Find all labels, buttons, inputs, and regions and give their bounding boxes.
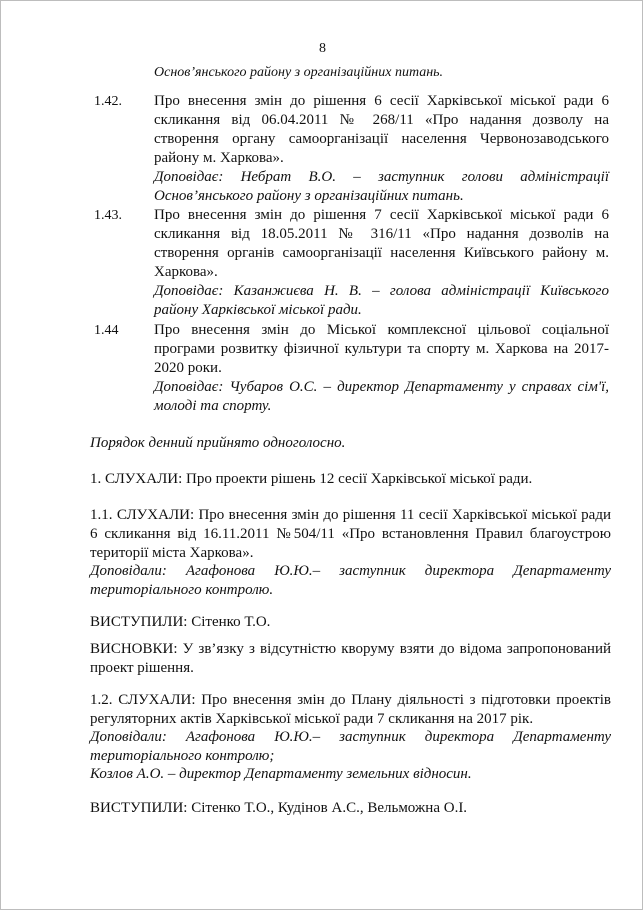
section-1-heard: 1. СЛУХАЛИ: Про проекти рішень 12 сесії Харківської міської ради. — [90, 471, 533, 487]
agenda-adopted-note: Порядок денний прийнято одноголосно. — [90, 435, 346, 451]
agenda-item-number: 1.42. — [94, 94, 122, 109]
agenda-item-reporter — [154, 378, 609, 416]
section-1-1-conclusions: ВИСНОВКИ: У зв’язку з відсутністю кворуму взяти до відома запропонований проект рішення. — [90, 641, 611, 676]
section-1-2-reporters: Доповідали: Агафонова Ю.Ю.– заступник директора Департаменту територіального контролю; — [90, 729, 611, 764]
section-1-1-speakers: ВИСТУПИЛИ: Сітенко Т.О. — [90, 614, 271, 630]
agenda-item-body — [154, 321, 609, 416]
section-1-2-heard: 1.2. СЛУХАЛИ: Про внесення змін до Плану діяльності з підготовки проектів регуляторних актів Харківської міської ради 7 скликання на 2017 рік. — [90, 692, 611, 727]
reporter-text: Казанжиєва Н. В. – голова адміністрації Київського району Харківської міської ради. — [154, 283, 610, 318]
reporter-label: Доповідає: — [154, 379, 224, 395]
reporter-text: Небрат В.О. – заступник голови адміністрації Основ’янського району з організаційних питань. — [154, 169, 609, 204]
page-number: 8 — [319, 41, 326, 56]
agenda-item-title: Про внесення змін до рішення 6 сесії Харківської міської ради 6 скликання від 06.04.2011 № 268/11 «Про надання дозволу на створення органу самоорганізації населення Червонозаводського району м. Харкова». — [154, 93, 609, 166]
reporter-label: Доповідає: — [154, 283, 224, 299]
agenda-item-body — [154, 206, 609, 320]
agenda-item-body — [154, 92, 609, 206]
agenda-item-reporter — [154, 282, 609, 320]
agenda-item-title: Про внесення змін до Міської комплексної цільової соціальної програми розвитку фізичної культури та спорту м. Харкова на 2017-2020 роки. — [154, 322, 609, 376]
continuation-line: Основ’янського району з організаційних питань. — [154, 65, 444, 80]
agenda-item-number: 1.44 — [94, 323, 119, 338]
section-1-1-heard: 1.1. СЛУХАЛИ: Про внесення змін до рішення 11 сесії Харківської міської ради 6 скликання від 16.11.2011 №504/11 «Про встановлення Правил благоустрою території міста Харкова». — [90, 507, 611, 561]
agenda-item-number: 1.43. — [94, 208, 122, 223]
section-1-2-reporters-cont: Козлов А.О. – директор Департаменту земельних відносин. — [90, 766, 472, 782]
reporter-label: Доповідає: — [154, 169, 224, 185]
agenda-item-reporter — [154, 168, 609, 206]
agenda-item-title: Про внесення змін до рішення 7 сесії Харківської міської ради 6 скликання від 18.05.2011 № 316/11 «Про надання дозволів на створення органів самоорганізації населення Київського району м. Харкова». — [154, 207, 609, 280]
reporter-text: Чубаров О.С. – директор Департаменту у справах сім'ї, молоді та спорту. — [154, 379, 610, 414]
section-1-1-reporters: Доповідали: Агафонова Ю.Ю.– заступник директора Департаменту територіального контролю. — [90, 563, 611, 598]
section-1-2-speakers: ВИСТУПИЛИ: Сітенко Т.О., Кудінов А.С., Вельможна О.І. — [90, 800, 468, 816]
